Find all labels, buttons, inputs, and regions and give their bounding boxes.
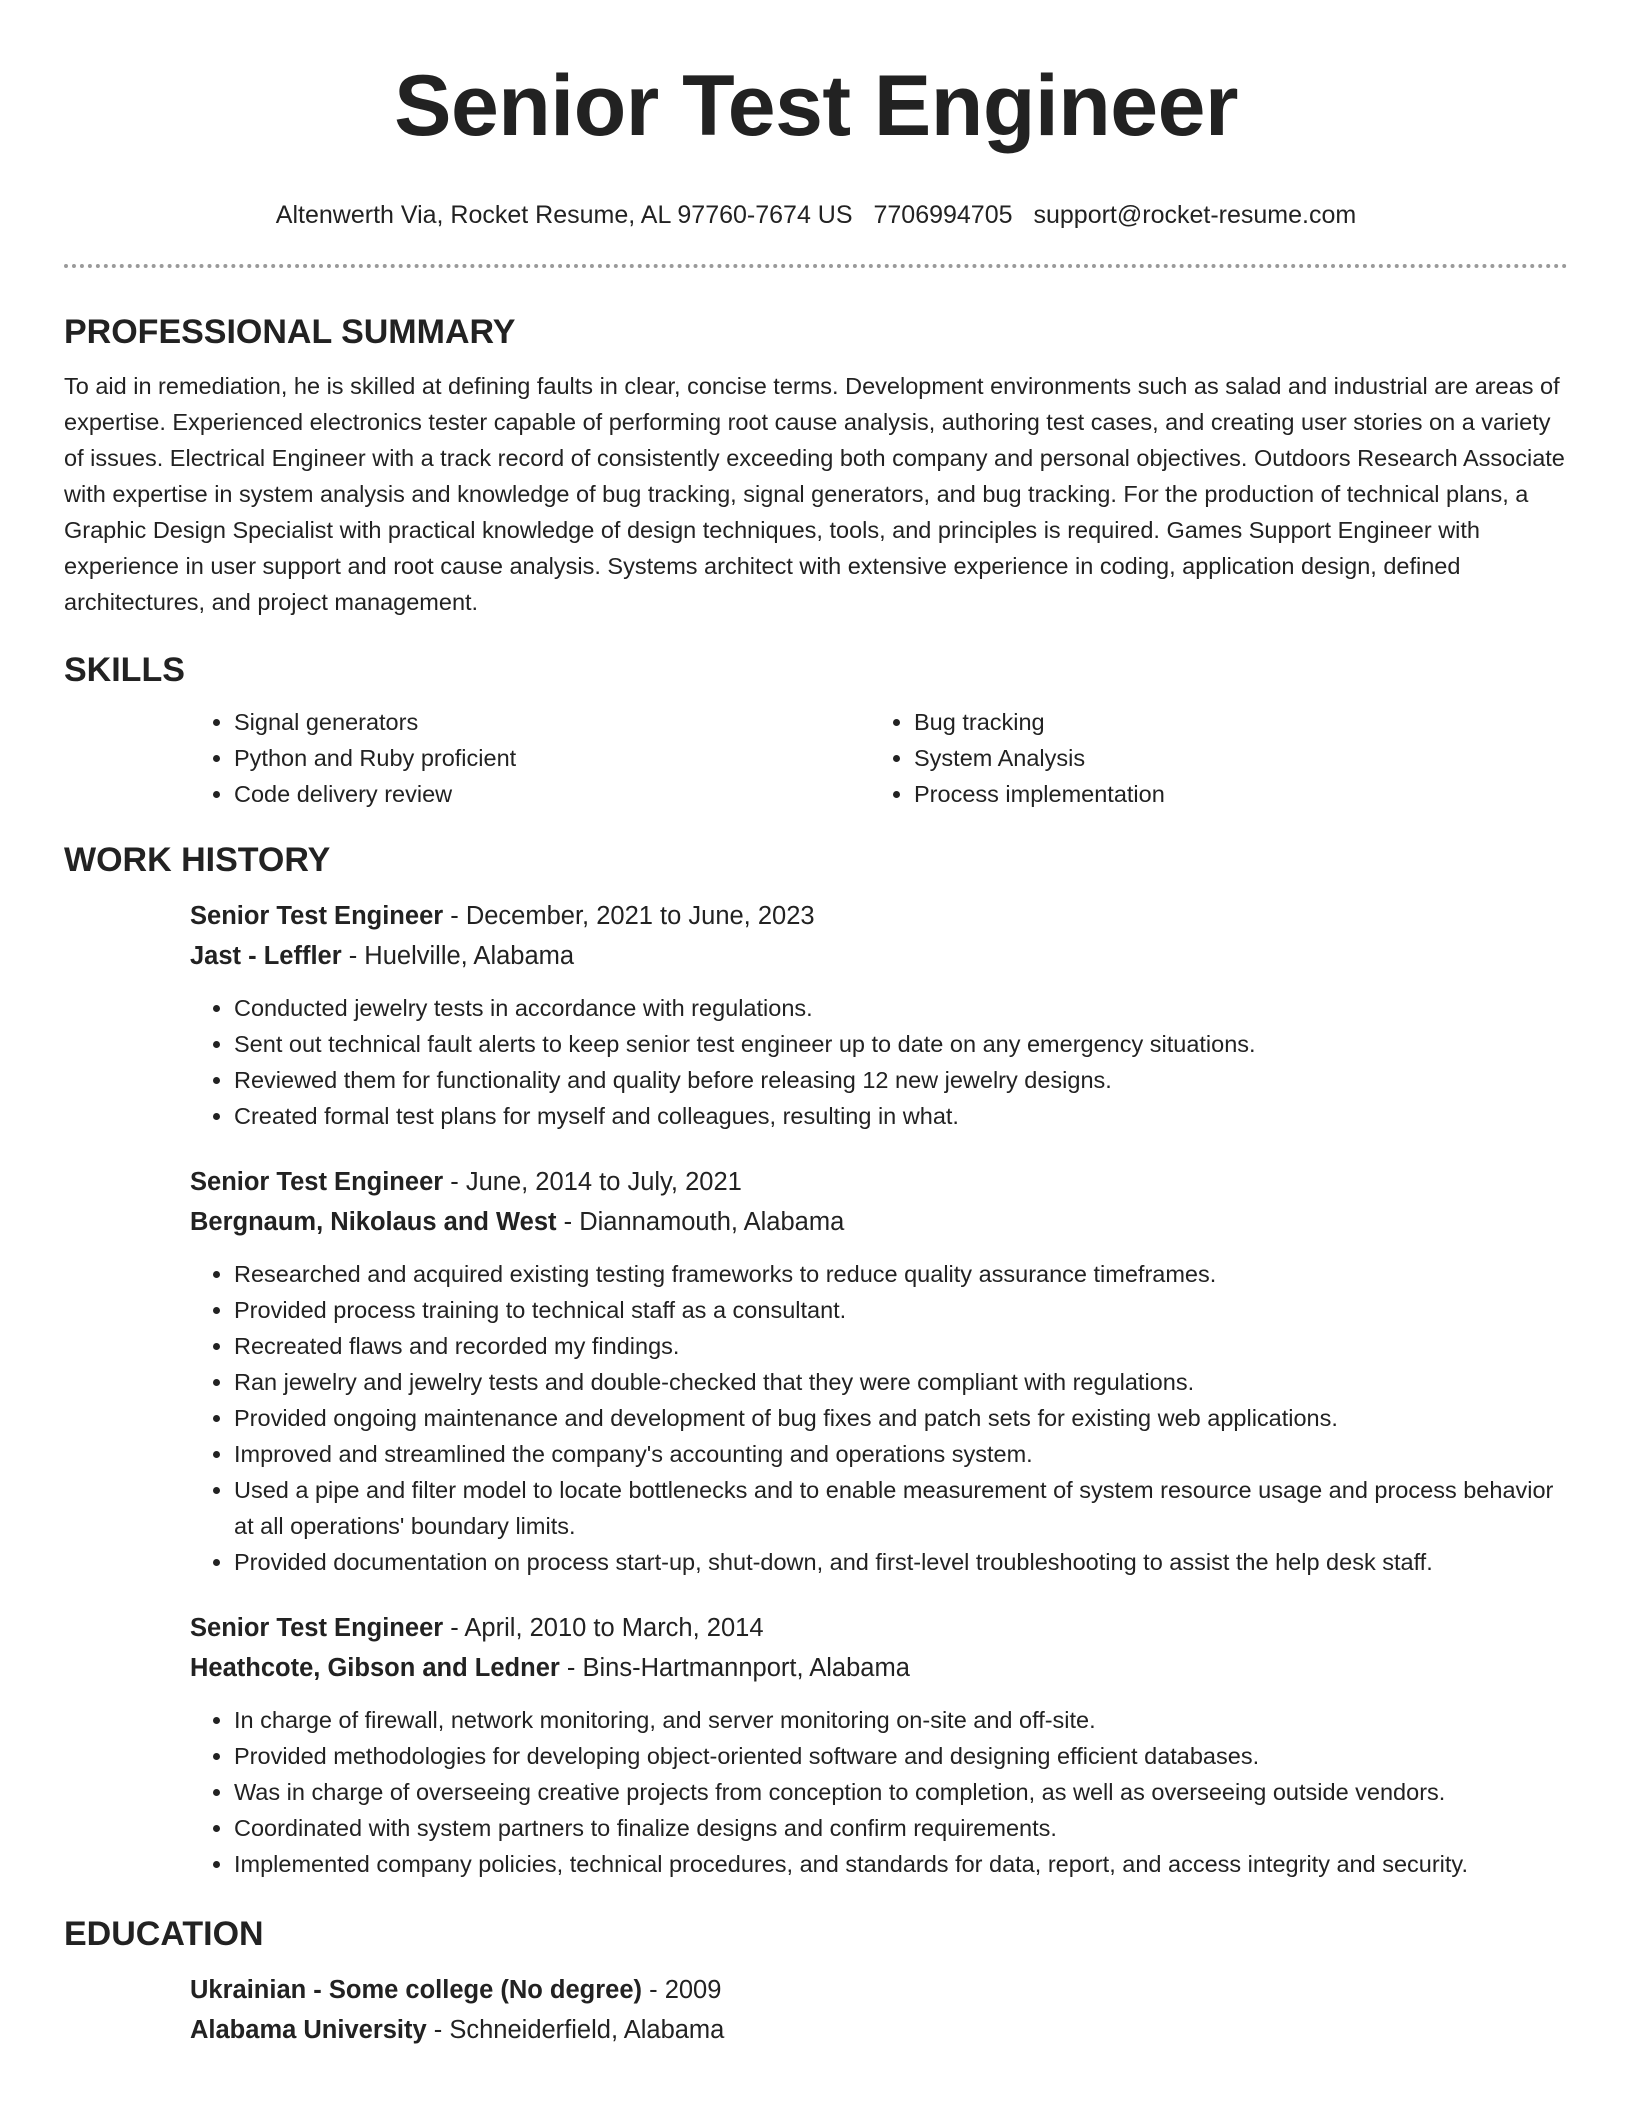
summary-section [64,312,1568,620]
job-title-line [190,1162,1568,1202]
job-bullets [190,1256,1568,1580]
education-location: - Schneiderfield, Alabama [426,2016,725,2044]
resume-name: Senior Test Engineer [394,58,1238,154]
job-bullet: • Was in charge of overseeing creative projects from conception to completion, as well as overseeing outside vendors. [234,1774,1568,1810]
job-bullet: • Created formal test plans for myself and colleagues, resulting in what. [234,1098,1568,1134]
education-heading: EDUCATION [64,1915,264,1953]
job-bullet: • Implemented company policies, technical procedures, and standards for data, report, and access integrity and security. [234,1846,1568,1882]
job-bullet: • Ran jewelry and jewelry tests and double-checked that they were compliant with regulations. [234,1364,1568,1400]
job-role: Senior Test Engineer [190,1614,444,1642]
contact-email: support@rocket-resume.com [1033,201,1357,229]
job-company-line [190,936,1568,976]
skills-section [64,650,1568,812]
education-year: - 2009 [642,1976,722,2004]
job-dates: - June, 2014 to July, 2021 [443,1168,742,1196]
job-title-line [190,896,1568,936]
summary-heading: PROFESSIONAL SUMMARY [64,313,516,351]
job-entry [190,1162,1568,1580]
job-bullet: • Provided ongoing maintenance and development of bug fixes and patch sets for existing web applications. [234,1400,1568,1436]
job-location: - Bins-Hartmannport, Alabama [559,1654,910,1682]
job-bullet: • Provided process training to technical staff as a consultant. [234,1292,1568,1328]
job-bullet: • Provided documentation on process start-up, shut-down, and first-level troubleshooting to assist the help desk staff. [234,1544,1568,1580]
job-bullet: • Used a pipe and filter model to locate bottlenecks and to enable measurement of system resource usage and process behavior at all operations' boundary limits. [234,1472,1568,1544]
education-school-line [190,2010,1568,2050]
job-location: - Diannamouth, Alabama [556,1208,845,1236]
skills-list [190,704,1568,812]
job-dates: - April, 2010 to March, 2014 [443,1614,764,1642]
job-bullet: • In charge of firewall, network monitoring, and server monitoring on-site and off-site. [234,1702,1568,1738]
skills-column-right [870,704,1568,812]
education-degree-line [190,1970,1568,2010]
summary-text: To aid in remediation, he is skilled at defining faults in clear, concise terms. Development environments such as salad and industrial are areas of expertise. Experienced electronics tester capable of performing root cause analysis, authoring test cases, and creating user stories on a variety of issues. Electrical Engineer with a track record of consistently exceeding both company and personal objectives. Outdoors Research Associate with expertise in system analysis and knowledge of bug tracking, signal generators, and bug tracking. For the production of technical plans, a Graphic Design Specialist with practical knowledge of design techniques, tools, and principles is required. Games Support Engineer with experience in user support and root cause analysis. Systems architect with extensive experience in coding, application design, defined architectures, and project management. [64,373,1565,615]
job-bullet: • Provided methodologies for developing object-oriented software and designing efficient databases. [234,1738,1568,1774]
education-school: Alabama University [190,2016,427,2044]
skill-item: • Code delivery review [234,776,870,812]
skill-item: • Signal generators [234,704,870,740]
education-entry [190,1970,1568,2050]
job-entry [190,1608,1568,1882]
job-company-line [190,1202,1568,1242]
skills-column-left [190,704,870,812]
skill-item: • Bug tracking [914,704,1568,740]
job-company: Jast - Leffler [190,942,342,970]
job-bullet: • Sent out technical fault alerts to keep senior test engineer up to date on any emergency situations. [234,1026,1568,1062]
job-role: Senior Test Engineer [190,902,444,930]
skill-item: • Python and Ruby proficient [234,740,870,776]
job-company: Heathcote, Gibson and Ledner [190,1654,560,1682]
job-bullet: • Coordinated with system partners to finalize designs and confirm requirements. [234,1810,1568,1846]
education-degree: Ukrainian - Some college (No degree) [190,1976,643,2004]
skill-item: • System Analysis [914,740,1568,776]
job-company-line [190,1648,1568,1688]
contact-phone: 7706994705 [873,201,1013,229]
job-entry [190,896,1568,1134]
job-role: Senior Test Engineer [190,1168,444,1196]
skills-heading: SKILLS [64,651,185,689]
job-bullets [190,1702,1568,1882]
work-history-heading: WORK HISTORY [64,841,331,879]
job-bullet: • Improved and streamlined the company's accounting and operations system. [234,1436,1568,1472]
education-section [64,1914,1568,2050]
work-history-section [64,840,1568,1882]
header-divider [64,264,1568,268]
job-bullets [190,990,1568,1134]
job-company: Bergnaum, Nikolaus and West [190,1208,557,1236]
job-bullet: • Conducted jewelry tests in accordance with regulations. [234,990,1568,1026]
contact-line [0,200,1632,230]
job-bullet: • Recreated flaws and recorded my findings. [234,1328,1568,1364]
job-bullet: • Reviewed them for functionality and quality before releasing 12 new jewelry designs. [234,1062,1568,1098]
contact-address: Altenwerth Via, Rocket Resume, AL 97760-7674 US [275,201,853,229]
job-dates: - December, 2021 to June, 2023 [443,902,815,930]
skill-item: • Process implementation [914,776,1568,812]
job-bullet: • Researched and acquired existing testing frameworks to reduce quality assurance timeframes. [234,1256,1568,1292]
job-location: - Huelville, Alabama [341,942,575,970]
job-title-line [190,1608,1568,1648]
